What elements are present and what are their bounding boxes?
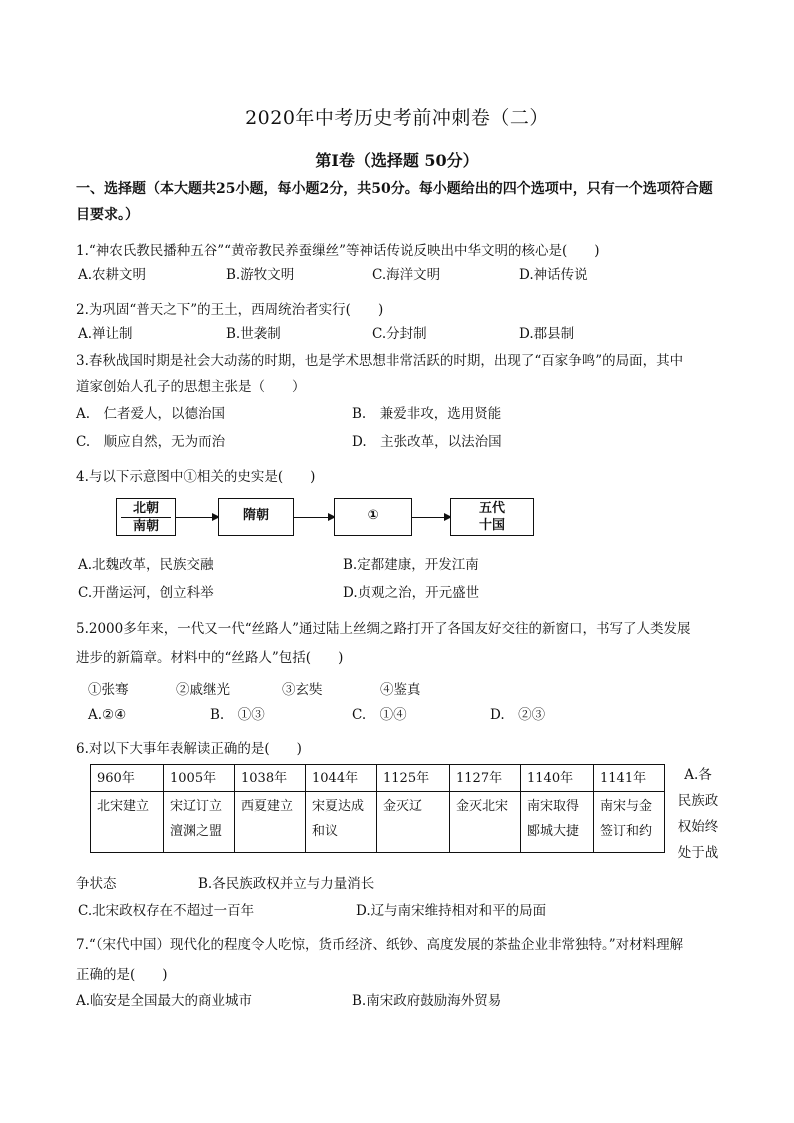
section-subtitle: 第Ⅰ卷（选择题 50分）: [315, 151, 479, 170]
q6-option-a-wrapped: [676, 762, 720, 866]
event-text: 西夏建立: [241, 799, 294, 814]
q6-option-a-part3: 权始终: [677, 819, 719, 835]
q2-option-b: B.世袭制: [226, 326, 281, 342]
diagram-box-north-dynasty-label: 北朝: [121, 500, 171, 518]
q4-option-c: C.开凿运河，创立科举: [78, 585, 214, 601]
diagram-box-five-dynasties: [450, 498, 534, 536]
q7-stem-line1: 7.“（宋代中国）现代化的程度令人吃惊，货币经济、纸钞、高度发展的茶盐企业非常独特。”对材料理解: [76, 937, 684, 953]
section-instructions-line1: 一、选择题（本大题共25小题，每小题2分，共50分。每小题给出的四个选项中，只有一个选项符合题: [76, 181, 713, 197]
year-cell: 1038年: [235, 765, 306, 792]
event-text: 和议: [312, 824, 339, 839]
year-cell: 1140年: [521, 765, 594, 792]
q6-option-d: D.辽与南宋维持相对和平的局面: [356, 903, 547, 919]
q5-item-4: ④鉴真: [380, 682, 421, 698]
event-cell: [306, 792, 377, 853]
q7-stem-line2: 正确的是( ): [76, 967, 168, 983]
year-cell: 1044年: [306, 765, 377, 792]
event-text: 南宋取得: [527, 799, 580, 814]
event-text: 宋辽订立: [170, 799, 223, 814]
q5-option-c: C. ①④: [352, 707, 407, 723]
q7-option-b: B.南宋政府鼓励海外贸易: [352, 993, 502, 1009]
q1-stem: 1.“神农氏教民播种五谷”“黄帝教民养蚕缫丝”等神话传说反映出中华文明的核心是( ): [76, 243, 600, 259]
diagram-arrow-3: [412, 517, 450, 518]
event-text: 金灭辽: [383, 799, 423, 814]
q3-option-d: D. 主张改革，以法治国: [352, 434, 502, 450]
year-cell: 1141年: [594, 765, 665, 792]
q2-option-d: D.郡县制: [519, 326, 575, 342]
q5-item-1: ①张骞: [88, 682, 129, 698]
q6-option-c: C.北宋政权存在不超过一百年: [78, 903, 255, 919]
diagram-box-five-dynasties-label: 五代: [478, 501, 505, 516]
q3-stem-line2: 道家创始人孔子的思想主张是（ ）: [76, 379, 306, 395]
q4-stem: 4.与以下示意图中①相关的史实是( ): [76, 469, 316, 485]
q6-option-b: B.各民族政权并立与力量消长: [198, 876, 375, 892]
q6-option-a-part4: 处于战: [677, 845, 719, 861]
q6-option-a-part1: A.各: [684, 767, 712, 783]
q4-option-d: D.贞观之治，开元盛世: [343, 585, 480, 601]
diagram-box-ten-kingdoms-label: 十国: [478, 518, 505, 533]
q5-stem-line2: 进步的新篇章。材料中的“丝路人”包括( ): [76, 650, 344, 666]
diagram-box-north-south-dynasties: [116, 498, 176, 536]
q1-option-a: A.农耕文明: [78, 267, 147, 283]
q5-item-2: ②戚继光: [176, 682, 230, 698]
q5-item-3: ③玄奘: [282, 682, 323, 698]
event-text: 郾城大捷: [527, 824, 580, 839]
year-cell: 1005年: [164, 765, 235, 792]
event-text: 签订和约: [600, 824, 653, 839]
q3-option-b: B. 兼爱非攻，选用贤能: [352, 406, 502, 422]
q5-option-a: A.②④: [88, 707, 127, 723]
event-cell: [521, 792, 594, 853]
q4-option-b: B.定都建康，开发江南: [343, 557, 479, 573]
page-title: 2020年中考历史考前冲刺卷（二）: [245, 107, 549, 129]
q1-option-c: C.海洋文明: [372, 267, 441, 283]
event-text: 宋夏达成: [312, 799, 365, 814]
q1-option-d: D.神话传说: [519, 267, 588, 283]
q7-option-a: A.临安是全国最大的商业城市: [76, 993, 253, 1009]
event-cell: [594, 792, 665, 853]
event-cell: [377, 792, 450, 853]
diagram-arrow-1: [176, 517, 218, 518]
year-cell: 1127年: [450, 765, 521, 792]
table-row-events: [91, 792, 665, 853]
q6-option-a-continued: 争状态: [76, 876, 117, 892]
year-cell: 1125年: [377, 765, 450, 792]
diagram-box-sui-dynasty: 隋朝: [218, 498, 294, 536]
section-instructions-line2: 目要求。）: [76, 207, 139, 223]
event-cell: [450, 792, 521, 853]
q6-stem: 6.对以下大事年表解读正确的是( ): [76, 741, 302, 757]
q6-option-a-part2: 民族政: [677, 793, 719, 809]
event-text: 金灭北宋: [456, 799, 509, 814]
q3-option-c: C. 顺应自然，无为而治: [76, 434, 226, 450]
q3-option-a: A. 仁者爱人，以德治国: [76, 406, 226, 422]
event-cell: [164, 792, 235, 853]
q3-stem-line1: 3.春秋战国时期是社会大动荡的时期，也是学术思想非常活跃的时期，出现了“百家争鸣”的局面，其中: [76, 353, 684, 369]
q5-stem-line1: 5.2000多年来，一代又一代“丝路人”通过陆上丝绸之路打开了各国友好交往的新窗口，书写了人类发展: [76, 621, 691, 637]
diagram-arrow-2: [294, 517, 334, 518]
table-row-years: [91, 765, 665, 792]
diagram-box-south-dynasty-label: 南朝: [132, 519, 159, 534]
q4-option-a: A.北魏改革，民族交融: [78, 557, 214, 573]
event-text: 南宋与金: [600, 799, 653, 814]
q1-option-b: B.游牧文明: [226, 267, 295, 283]
event-cell: [235, 792, 306, 853]
q2-option-a: A.禅让制: [78, 326, 133, 342]
event-text: 北宋建立: [97, 799, 150, 814]
q5-option-d: D. ②③: [490, 707, 546, 723]
q5-option-b: B. ①③: [210, 707, 265, 723]
q2-stem: 2.为巩固“普天之下”的王土，西周统治者实行( ): [76, 302, 384, 318]
q2-option-c: C.分封制: [372, 326, 427, 342]
event-cell: [91, 792, 164, 853]
diagram-box-unknown: ①: [334, 498, 412, 536]
events-timeline-table: [90, 764, 665, 853]
year-cell: 960年: [91, 765, 164, 792]
event-text: 澶渊之盟: [170, 824, 223, 839]
